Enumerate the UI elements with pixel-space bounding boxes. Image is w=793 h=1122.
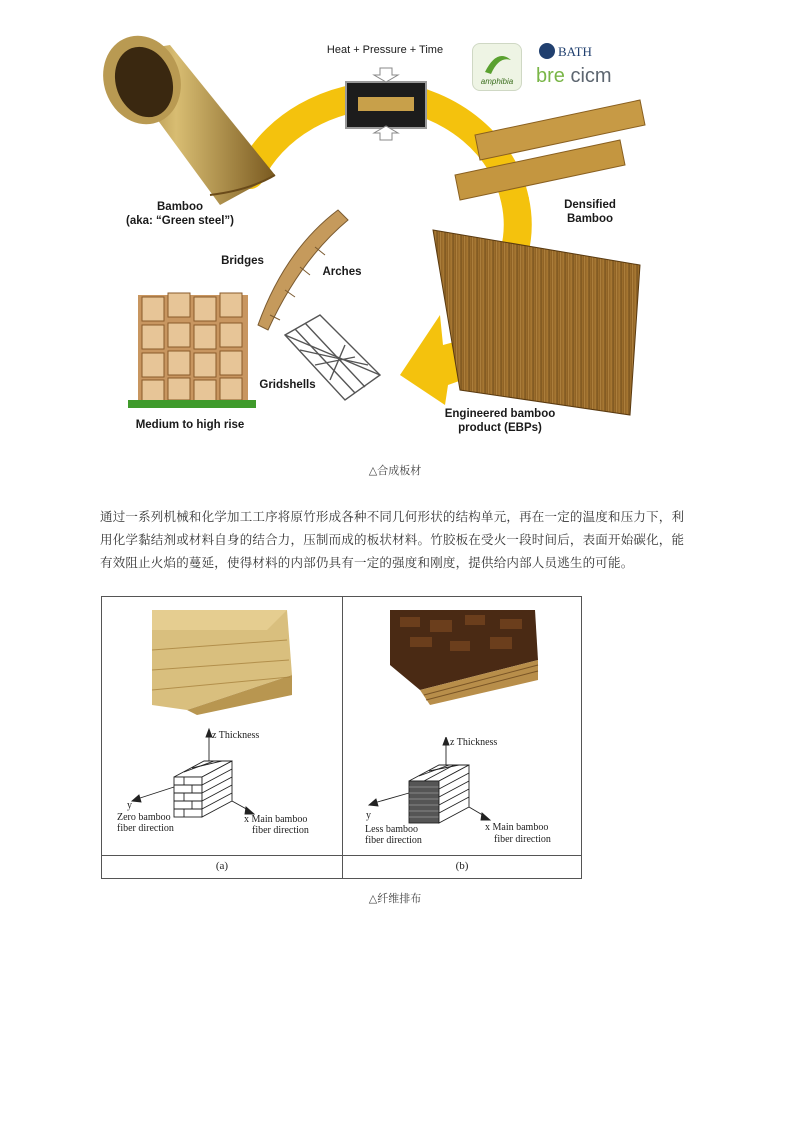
panel-b-x-desc-2: fiber direction [494,834,551,845]
bre-cicm-logo [536,63,626,89]
panel-b-y-label: y [366,810,371,821]
panel-a-tag: (a) [215,860,229,872]
arches-label: Arches [322,266,362,278]
panel-a-x-desc-1: x Main bamboo [244,814,308,825]
panel-a-photo [147,605,297,715]
svg-text:BATH: BATH [558,44,592,59]
densified-label-line1: Densified [564,199,616,211]
svg-text:amphibia: amphibia [480,77,514,86]
bath-logo [538,41,608,61]
panel-b-tag: (b) [455,860,469,872]
panel-b-y-desc-2: fiber direction [365,835,422,846]
ebp-label-line2: product (EBPs) [458,422,542,434]
bridges-label: Bridges [221,255,264,267]
press-image [346,68,426,140]
panel-b-y-desc-1: Less bamboo [365,824,419,835]
panel-a-y-label: y [127,800,132,811]
bamboo-tube-image [100,35,275,205]
gridshells-label: Gridshells [259,379,316,391]
cicm-logo: cicm [570,65,612,87]
highrise-image [128,293,256,408]
panel-a-y-desc-2: fiber direction [117,823,174,834]
figure-fiber-layout [101,596,582,879]
bamboo-label: Bamboo [157,201,203,213]
process-label: Heat + Pressure + Time [326,44,444,56]
panel-a-x-desc-2: fiber direction [252,825,309,836]
figure2-caption: △纤维排布 [368,892,422,905]
panel-a-z-label: z Thickness [212,730,260,741]
panel-b-z-label: z Thickness [450,737,498,748]
densified-strips-image [455,100,645,200]
rise-label: Medium to high rise [135,419,245,431]
figure1-caption: △合成板材 [368,464,422,477]
bre-logo: bre [536,65,565,87]
tag-divider [102,855,581,856]
panel-a-y-desc-1: Zero bamboo [117,812,171,823]
ebp-label-line1: Engineered bamboo [444,408,556,420]
panel-b-x-desc-1: x Main bamboo [485,822,549,833]
bamboo-aka-label: (aka: “Green steel”) [125,215,234,227]
figure-bamboo-lifecycle [100,35,660,445]
panel-divider [342,597,343,878]
amphibia-logo [472,43,522,91]
ebp-panel-image [433,230,640,415]
lifecycle-illustration [100,35,660,445]
body-paragraph: 通过一系列机械和化学加工工序将原竹形成各种不同几何形状的结构单元，再在一定的温度和压力下，利用化学黏结剂或材料自身的结合力，压制而成的板状材料。竹胶板在受火一段时间后，表面开始碳化，能有效阻止火焰的蔓延，使得材料的内部仍具有一定的强度和刚度，提供给内部人员逃生的可能。 [100,509,685,570]
panel-b-photo [390,605,540,705]
densified-label-line2: Bamboo [567,213,613,225]
